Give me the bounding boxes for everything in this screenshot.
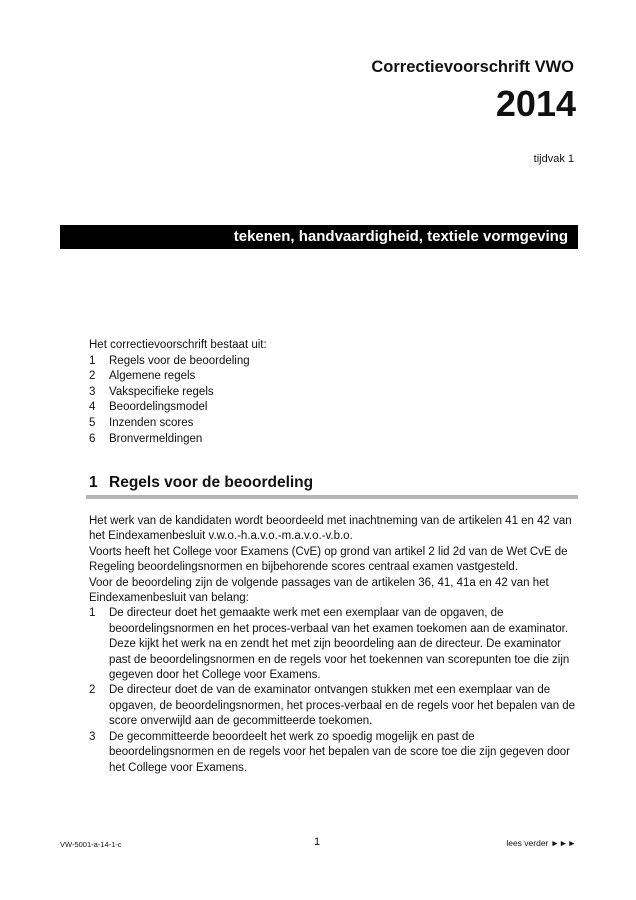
paragraph: Voorts heeft het College voor Examens (CvE) op grond van artikel 2 lid 2d van de Wet CvE de Regeling beoordelingsnormen en bijbehorende scores centraal examen vastgesteld. (89, 545, 568, 574)
rule-number: 2 (89, 684, 96, 697)
contents-item-number: 2 (89, 370, 96, 383)
paragraph: Het werk van de kandidaten wordt beoordeeld met inachtneming van de artikelen 41 en 42 van het Eindexamenbesluit v.w.o.-h.a.v.o.-m.a.v.o.-v.b.o. (89, 515, 572, 543)
paragraph: Voor de beoordeling zijn de volgende passages van de artikelen 36, 41, 41a en 42 van het Eindexamenbesluit van belang: (89, 576, 549, 605)
contents-intro: Het correctievoorschrift bestaat uit: (89, 339, 267, 351)
page-number: 1 (314, 836, 321, 848)
contents-item-number: 5 (89, 416, 96, 429)
contents-item-number: 3 (89, 385, 96, 398)
contents-item-label: Bronvermeldingen (109, 432, 203, 445)
document-type: Correctievoorschrift VWO (371, 58, 574, 76)
contents-item-number: 4 (89, 401, 96, 414)
section-heading (89, 474, 313, 492)
exam-year: 2014 (495, 83, 576, 124)
contents-item-label: Inzenden scores (109, 416, 194, 429)
numbered-rule (89, 683, 577, 729)
rule-number: 1 (89, 607, 96, 620)
rule-number: 3 (89, 730, 96, 743)
rule-text: De directeur doet het gemaakte werk met een exemplaar van de opgaven, de beoordelingsnormen en het proces-verbaal van het examen toekomen aan de examinator. Deze kijkt het werk na en zendt het met zijn beoordeling aan de directeur. De examinator past de beoordelingsnormen en de regels voor het toekennen van scorepunten toe die zijn gegeven door het College voor Examens. (109, 607, 570, 682)
exam-period: tijdvak 1 (533, 153, 574, 165)
numbered-rule (89, 730, 577, 776)
contents-item-label: Regels voor de beoordeling (109, 354, 250, 367)
rule-text: De directeur doet de van de examinator ontvangen stukken met een exemplaar van de opgaven, de beoordelingsnormen, het proces-verbaal en de regels voor het bepalen van de score onverwijld aan de gecommitteerde toekomen. (109, 684, 576, 728)
subject-banner: tekenen, handvaardigheid, textiele vormgeving (60, 225, 578, 249)
contents-item-label: Vakspecifieke regels (109, 385, 214, 398)
document-code: VW-5001-a-14-1-c (60, 840, 122, 849)
contents-item-label: Algemene regels (109, 370, 196, 383)
contents-item (89, 354, 569, 370)
contents-item (89, 385, 569, 401)
contents-item (89, 369, 569, 385)
section-body (89, 514, 577, 776)
contents-item (89, 400, 569, 416)
contents-item-number: 1 (89, 354, 96, 367)
continue-note: lees verder ►►► (506, 838, 576, 848)
section-number: 1 (89, 474, 98, 491)
rule-text: De gecommitteerde beoordeelt het werk zo spoedig mogelijk en past de beoordelingsnormen en de regels voor het bepalen van de score toe die zijn gegeven door het College voor Examens. (109, 730, 570, 774)
contents-item-number: 6 (89, 432, 96, 445)
contents-item (89, 432, 569, 448)
contents-item (89, 416, 569, 432)
contents-list (89, 338, 569, 447)
contents-item-label: Beoordelingsmodel (109, 401, 208, 414)
section-title: Regels voor de beoordeling (109, 474, 314, 491)
numbered-rule (89, 606, 577, 683)
section-divider (86, 495, 578, 499)
